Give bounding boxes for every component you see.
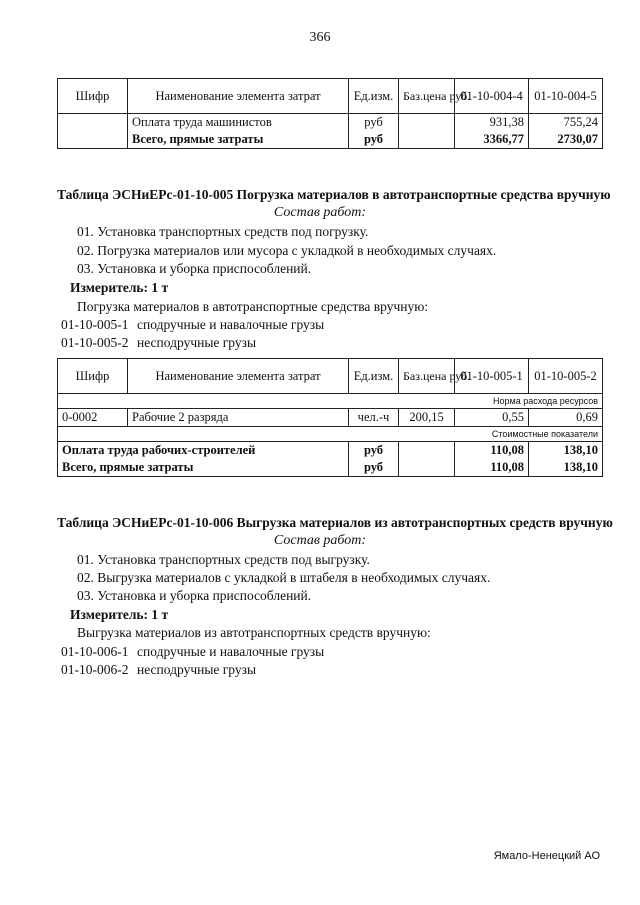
header-price: Баз.цена руб.: [399, 359, 455, 394]
cell-name: Оплата труда машинистов: [128, 114, 349, 132]
header-code: Шифр: [58, 79, 128, 114]
table-header-row: [58, 79, 603, 114]
cell-name: Оплата труда рабочих-строителей: [58, 442, 349, 460]
cell-value-2: 0,69: [529, 409, 603, 427]
header-col2: 01-10-005-2: [529, 359, 603, 394]
step-item: 03. Установка и уборка приспособлений.: [77, 261, 312, 276]
cell-price: [399, 459, 455, 477]
cell-value-2: 755,24: [529, 114, 603, 132]
cell-value-1: 110,08: [455, 442, 529, 460]
subheader-cost: Стоимостные показатели: [58, 427, 603, 442]
cell-value-2: 138,10: [529, 442, 603, 460]
cell-code: [58, 131, 128, 149]
code-number: 01-10-005-1: [61, 317, 129, 332]
table-header-row: [58, 359, 603, 394]
section-subtitle: Состав работ:: [273, 205, 367, 220]
header-name: Наименование элемента затрат: [128, 79, 349, 114]
header-name: Наименование элемента затрат: [128, 359, 349, 394]
section-intro: Выгрузка материалов из автотранспортных средств вручную:: [77, 625, 431, 640]
code-item: [61, 662, 256, 678]
header-col1: 01-10-005-1: [455, 359, 529, 394]
table-subheader-row: [58, 427, 603, 442]
section-subtitle: Состав работ:: [273, 533, 367, 548]
cell-value-1: 931,38: [455, 114, 529, 132]
cell-name: Всего, прямые затраты: [128, 131, 349, 149]
cell-code: 0-0002: [58, 409, 128, 427]
cell-price: [399, 442, 455, 460]
table-subheader-row: [58, 394, 603, 409]
cell-price: 200,15: [399, 409, 455, 427]
section-intro: Погрузка материалов в автотранспортные средства вручную:: [77, 299, 429, 314]
code-number: 01-10-006-1: [61, 644, 129, 659]
code-text: несподручные грузы: [137, 662, 257, 677]
code-item: [61, 317, 324, 333]
cell-unit: руб: [349, 114, 399, 132]
cell-unit: руб: [349, 459, 399, 477]
cell-name: Всего, прямые затраты: [58, 459, 349, 477]
header-code: Шифр: [58, 359, 128, 394]
cell-value-1: 0,55: [455, 409, 529, 427]
code-text: сподручные и навалочные грузы: [137, 644, 325, 659]
page-number: 366: [309, 30, 331, 45]
subheader-norm: Норма расхода ресурсов: [58, 394, 603, 409]
cell-code: [58, 114, 128, 132]
table-row: [58, 459, 603, 477]
code-number: 01-10-006-2: [61, 662, 129, 677]
table-01-10-004: [57, 78, 603, 149]
header-unit: Ед.изм.: [349, 359, 399, 394]
cell-price: [399, 131, 455, 149]
cell-value-1: 3366,77: [455, 131, 529, 149]
cell-value-1: 110,08: [455, 459, 529, 477]
measure-unit: Измеритель: 1 т: [70, 280, 169, 295]
cell-unit: чел.-ч: [349, 409, 399, 427]
cell-price: [399, 114, 455, 132]
table-row: [58, 442, 603, 460]
code-text: несподручные грузы: [137, 335, 257, 350]
table-row: [58, 131, 603, 149]
table-01-10-005: [57, 358, 603, 477]
code-text: сподручные и навалочные грузы: [137, 317, 325, 332]
step-item: 03. Установка и уборка приспособлений.: [77, 588, 312, 603]
code-item: [61, 335, 256, 351]
code-number: 01-10-005-2: [61, 335, 129, 350]
code-item: [61, 644, 324, 660]
step-item: 01. Установка транспортных средств под выгрузку.: [77, 552, 370, 567]
table-row: [58, 409, 603, 427]
section-title: Таблица ЭСНиЕРс-01-10-006 Выгрузка материалов из автотранспортных средств вручную: [57, 515, 613, 530]
page-footer: Ямало-Ненецкий АО: [493, 850, 600, 862]
table-row: [58, 114, 603, 132]
section-title: Таблица ЭСНиЕРс-01-10-005 Погрузка материалов в автотранспортные средства вручную: [57, 187, 611, 202]
measure-unit: Измеритель: 1 т: [70, 607, 169, 622]
cell-value-2: 2730,07: [529, 131, 603, 149]
header-col2: 01-10-004-5: [529, 79, 603, 114]
cell-unit: руб: [349, 442, 399, 460]
cell-name: Рабочие 2 разряда: [128, 409, 349, 427]
cell-unit: руб: [349, 131, 399, 149]
header-col1: 01-10-004-4: [455, 79, 529, 114]
header-unit: Ед.изм.: [349, 79, 399, 114]
step-item: 02. Выгрузка материалов с укладкой в штабеля в необходимых случаях.: [77, 570, 491, 585]
step-item: 02. Погрузка материалов или мусора с укладкой в необходимых случаях.: [77, 243, 497, 258]
header-price: Баз.цена руб.: [399, 79, 455, 114]
step-item: 01. Установка транспортных средств под погрузку.: [77, 224, 369, 239]
cell-value-2: 138,10: [529, 459, 603, 477]
